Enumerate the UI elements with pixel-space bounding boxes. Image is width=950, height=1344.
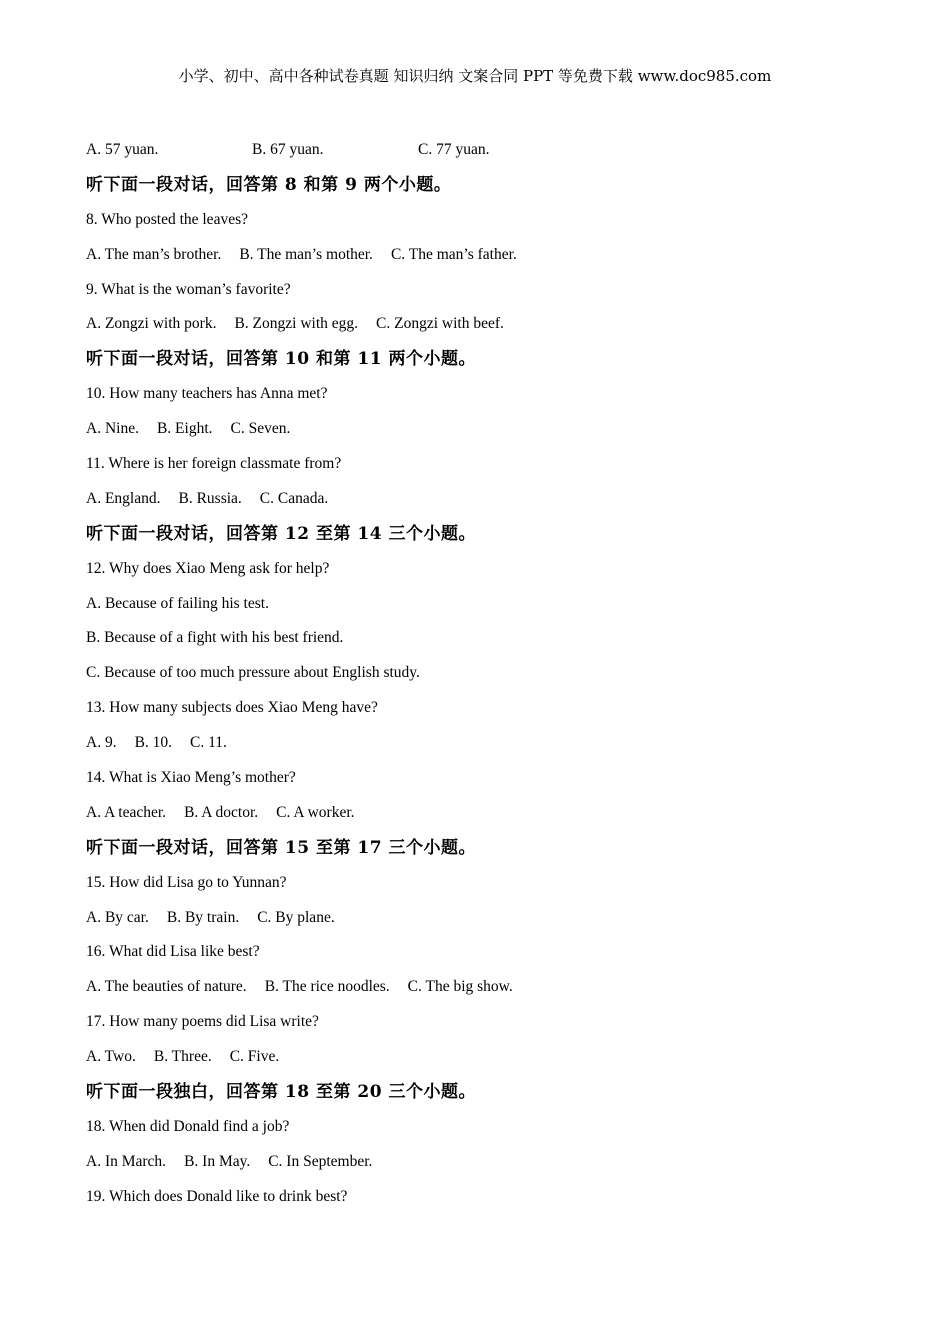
question-text: 8. Who posted the leaves? <box>86 210 248 228</box>
option-b: B. 67 yuan. <box>252 141 324 158</box>
options-row <box>86 1151 886 1186</box>
options-row <box>86 976 886 1011</box>
options-row <box>86 244 886 279</box>
option-b: B. In May. <box>184 1152 251 1170</box>
option-a: A. Two. <box>86 1048 136 1066</box>
question-text: 14. What is Xiao Meng’s mother? <box>86 769 296 787</box>
option-c: C. Canada. <box>259 489 329 507</box>
section-heading: 听下面一段对话，回答第 10 和第 11 两个小题。 <box>86 349 476 370</box>
option-b: B. Because of a fight with his best friend. <box>86 629 344 647</box>
option-b: B. Eight. <box>156 420 213 438</box>
section-heading: 听下面一段独白，回答第 18 至第 20 三个小题。 <box>86 1082 476 1103</box>
option-b: B. By train. <box>166 908 240 926</box>
page-header: 小学、初中、高中各种试卷真题 知识归纳 文案合同 PPT 等免费下载 www.doc985.com <box>178 67 772 85</box>
question-text: 17. How many poems did Lisa write? <box>86 1013 319 1031</box>
option-a: A. 57 yuan. <box>86 141 159 158</box>
option-a: A. The beauties of nature. <box>86 978 247 996</box>
option-c: C. Five. <box>229 1048 280 1066</box>
question-text: 11. Where is her foreign classmate from? <box>86 455 342 473</box>
question-text: 10. How many teachers has Anna met? <box>86 385 328 403</box>
question-text: 15. How did Lisa go to Yunnan? <box>86 873 287 891</box>
section-heading: 听下面一段对话，回答第 15 至第 17 三个小题。 <box>86 837 476 858</box>
options-row <box>86 732 886 767</box>
option-b: B. A doctor. <box>184 803 259 821</box>
option-c: C. Zongzi with beef. <box>376 315 504 333</box>
options-row <box>86 1046 886 1081</box>
option-c: C. A worker. <box>276 803 355 821</box>
options-row <box>86 802 886 837</box>
question-text: 18. When did Donald find a job? <box>86 1117 290 1135</box>
option-c: C. In September. <box>268 1152 373 1170</box>
option-b: B. Zongzi with egg. <box>234 315 359 333</box>
option-a: A. England. <box>86 489 161 507</box>
exam-content <box>86 139 886 1221</box>
option-c: C. 11. <box>190 734 227 752</box>
option-a: A. A teacher. <box>86 803 167 821</box>
option-b: B. Three. <box>153 1048 212 1066</box>
question-text: 13. How many subjects does Xiao Meng have? <box>86 699 378 717</box>
option-a: A. 9. <box>86 734 117 752</box>
options-row <box>86 313 886 348</box>
question-text: 19. Which does Donald like to drink best? <box>86 1187 348 1205</box>
option-b: B. The man’s mother. <box>239 245 373 263</box>
section-heading: 听下面一段对话，回答第 8 和第 9 两个小题。 <box>86 174 452 195</box>
option-b: B. 10. <box>134 734 173 752</box>
section-heading: 听下面一段对话，回答第 12 至第 14 三个小题。 <box>86 523 476 544</box>
options-row <box>86 418 886 453</box>
option-b: B. The rice noodles. <box>264 978 390 996</box>
option-a: A. Because of failing his test. <box>86 594 269 612</box>
option-c: C. By plane. <box>257 908 335 926</box>
option-c: C. Because of too much pressure about English study. <box>86 664 420 682</box>
question-text: 16. What did Lisa like best? <box>86 943 260 961</box>
option-a: A. By car. <box>86 908 149 926</box>
options-row-q7 <box>86 139 886 174</box>
option-c: C. The big show. <box>407 978 513 996</box>
option-a: A. Zongzi with pork. <box>86 315 217 333</box>
option-c: C. The man’s father. <box>390 245 517 263</box>
option-a: A. In March. <box>86 1152 167 1170</box>
question-text: 12. Why does Xiao Meng ask for help? <box>86 559 330 577</box>
option-a: A. The man’s brother. <box>86 245 222 263</box>
question-text: 9. What is the woman’s favorite? <box>86 280 291 298</box>
option-a: A. Nine. <box>86 420 139 438</box>
options-row <box>86 488 886 523</box>
options-row <box>86 907 886 942</box>
option-c: C. 77 yuan. <box>418 141 490 158</box>
option-b: B. Russia. <box>178 489 242 507</box>
option-c: C. Seven. <box>230 420 291 438</box>
